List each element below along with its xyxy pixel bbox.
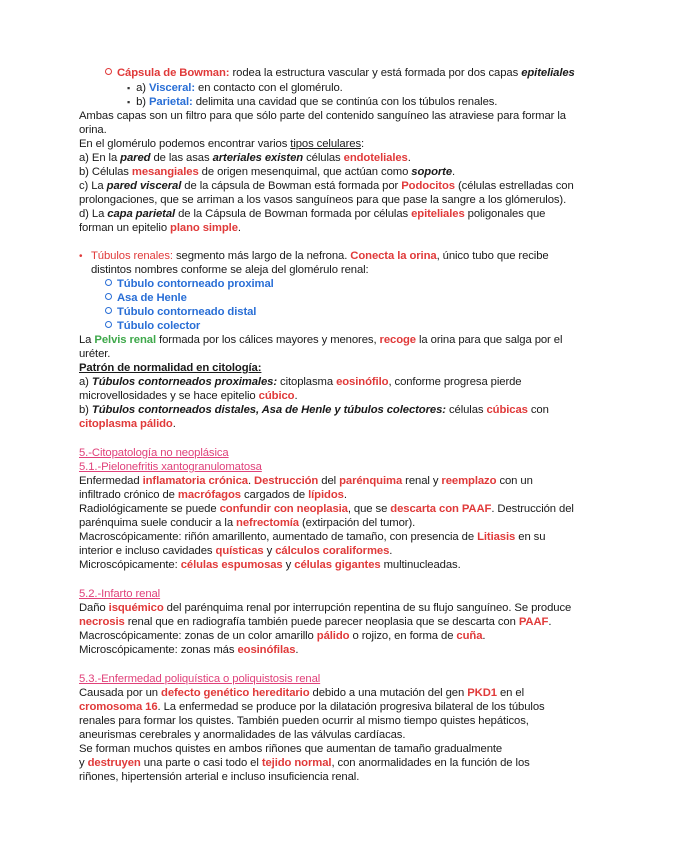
sec51-line-3: Radiológicamente se puede confundir con neoplasia, que se descarta con PAAF. Destrucción del	[79, 503, 574, 515]
sec52-line-1: Daño isquémico del parénquima renal por interrupción repentina de su flujo sanguíneo. Se produce	[79, 602, 572, 614]
circle-bullet-icon	[105, 321, 112, 328]
circle-bullet-icon	[105, 293, 112, 300]
circle-bullet-icon	[105, 68, 112, 75]
glomerulo-d2: forman un epitelio plano simple.	[79, 222, 241, 234]
patron-a2: microvellosidades y se hace epitelio cúbico.	[79, 390, 298, 402]
sec51-line-7: Microscópicamente: células espumosas y células gigantes multinucleadas.	[79, 559, 461, 571]
list-item: Asa de Henle	[105, 291, 187, 305]
patron-a: a) Túbulos contorneados proximales: citoplasma eosinófilo, conforme progresa pierde	[79, 376, 522, 388]
glomerulo-c2: prolongaciones, que se arriman a los vasos sanguíneos para que pase la sangre a los glómerulos).	[79, 194, 567, 206]
subsection-title: 5.3.-Enfermedad poliquística o poliquistosis renal	[79, 673, 321, 685]
sec51-line-2: infiltrado crónico de macrófagos cargados de lípidos.	[79, 489, 347, 501]
list-item: Túbulo contorneado proximal	[105, 277, 274, 291]
sec53-line-5: Se forman muchos quistes en ambos riñones que aumentan de tamaño gradualmente	[79, 743, 503, 755]
patron-b2: citoplasma pálido.	[79, 418, 176, 430]
patron-b: b) Túbulos contorneados distales, Asa de Henle y túbulos colectores: células cúbicas con	[79, 404, 549, 416]
glomerulo-a: a) En la pared de las asas arteriales existen células endoteliales.	[79, 152, 411, 164]
list-item: Túbulo colector	[105, 319, 200, 333]
bowman-parietal: ▪ b) Parietal: delimita una cavidad que se continúa con los túbulos renales.	[127, 96, 498, 108]
glomerulo-c: c) La pared visceral de la cápsula de Bowman está formada por Podocitos (células estrelladas con	[79, 180, 574, 192]
sec51-line-6: interior e incluso cavidades quísticas y cálculos coraliformes.	[79, 545, 393, 557]
sec52-line-4: Microscópicamente: zonas más eosinófilas.	[79, 644, 299, 656]
square-bullet-icon: ▪	[127, 83, 131, 93]
sec53-line-6: y destruyen una parte o casi todo el tejido normal, con anormalidades en la función de los	[79, 757, 530, 769]
ambas-line-1: Ambas capas son un filtro para que sólo parte del contenido sanguíneo las atraviese para formar la	[79, 110, 566, 122]
pelvis-line-2: uréter.	[79, 348, 111, 360]
section-title: 5.-Citopatología no neoplásica	[79, 447, 229, 459]
bullet-dot-icon: •	[79, 251, 83, 262]
pelvis-line: La Pelvis renal formada por los cálices mayores y menores, recoge la orina para que salga por el	[79, 334, 563, 346]
glomerulo-d: d) La capa parietal de la Cápsula de Bowman formada por células epiteliales poligonales que	[79, 208, 546, 220]
sec51-line-4: parénquima suele conducir a la nefrectomía (extirpación del tumor).	[79, 517, 416, 529]
bowman-line: Cápsula de Bowman: rodea la estructura vascular y está formada por dos capas epiteliales	[105, 66, 575, 80]
square-bullet-icon: ▪	[127, 97, 131, 107]
bowman-visceral: ▪ a) Visceral: en contacto con el glomérulo.	[127, 82, 343, 94]
sec51-line-1: Enfermedad inflamatoria crónica. Destrucción del parénquima renal y reemplazo con un	[79, 475, 533, 487]
circle-bullet-icon	[105, 279, 112, 286]
glomerulo-b: b) Células mesangiales de origen mesenquimal, que actúan como soporte.	[79, 166, 456, 178]
sec53-line-3: renales para formar los quistes. También pueden ocurrir al mismo tiempo quistes hepáticos,	[79, 715, 529, 727]
list-item: Túbulo contorneado distal	[105, 305, 256, 319]
sec52-line-3: Macroscópicamente: zonas de un color amarillo pálido o rojizo, en forma de cuña.	[79, 630, 486, 642]
glomerulo-intro: En el glomérulo podemos encontrar varios tipos celulares:	[79, 138, 365, 150]
sec53-line-4: aneurismas cerebrales y anormalidades de las válvulas cardíacas.	[79, 729, 406, 741]
ambas-line-2: orina.	[79, 124, 107, 136]
sec52-line-2: necrosis renal que en radiografía también puede parecer neoplasia que se descarta con PAAF.	[79, 616, 552, 628]
tubulos-line-2: distintos nombres conforme se aleja del glomérulo renal:	[91, 264, 369, 276]
circle-bullet-icon	[105, 307, 112, 314]
sec53-line-7: riñones, hipertensión arterial e incluso insuficiencia renal.	[79, 771, 360, 783]
subsection-title: 5.1.-Pielonefritis xantogranulomatosa	[79, 461, 262, 473]
tubulos-line: Túbulos renales: segmento más largo de la nefrona. Conecta la orina, único tubo que recibe	[91, 250, 549, 262]
patron-title: Patrón de normalidad en citología:	[79, 362, 262, 374]
sec53-line-1: Causada por un defecto genético hereditario debido a una mutación del gen PKD1 en el	[79, 687, 524, 699]
sec53-line-2: cromosoma 16. La enfermedad se produce por la dilatación progresiva bilateral de los túbulos	[79, 701, 545, 713]
subsection-title: 5.2.-Infarto renal	[79, 588, 161, 600]
sec51-line-5: Macroscópicamente: riñón amarillento, aumentado de tamaño, con presencia de Litiasis en su	[79, 531, 546, 543]
